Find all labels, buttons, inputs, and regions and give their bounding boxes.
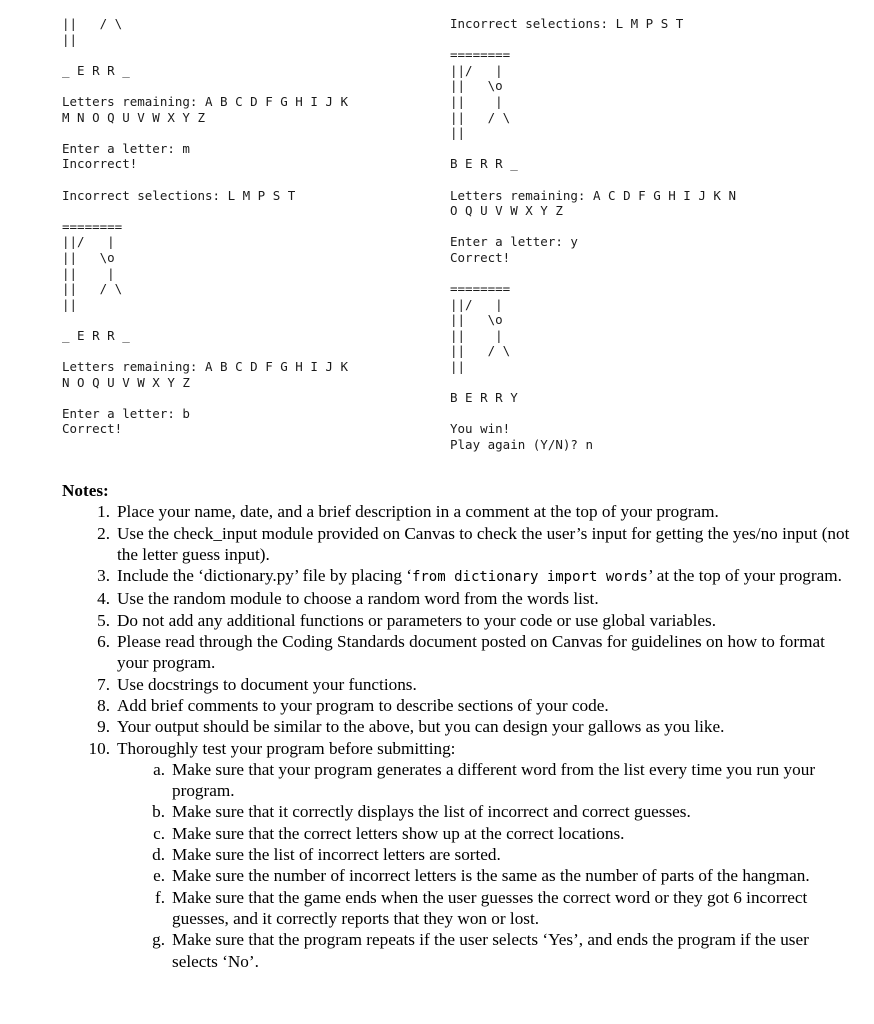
sub-item (117, 801, 852, 822)
console-line: ======== (450, 281, 511, 297)
notes-title: Notes: (62, 481, 109, 500)
note-number: 2. (97, 523, 110, 543)
note-item (62, 610, 852, 631)
note-item (62, 674, 852, 695)
console-line: M N O Q U V W X Y Z (62, 109, 205, 125)
console-line: || (62, 31, 78, 47)
console-line: Incorrect selections: L M P S T (450, 16, 684, 31)
console-line: Incorrect selections: L M P S T (62, 187, 296, 203)
console-line: || / \ (450, 109, 511, 125)
console-line: || | (450, 327, 503, 343)
note-number: 5. (97, 610, 110, 630)
note-number: 1. (97, 502, 110, 522)
console-line: Letters remaining: A C D F G H I J K N (450, 187, 736, 203)
console-line: Enter a letter: b (62, 405, 190, 421)
note-text: Use the random module to choose a random word from the words list. (117, 589, 599, 609)
console-line: || \o (62, 249, 115, 265)
console-line: || / \ (450, 343, 511, 359)
note-text: Use the check_input module provided on Canvas to check the user’s input for getting the yes/no input (not the letter guess input). (117, 523, 850, 564)
sub-item-text: Make sure the number of incorrect letters is the same as the number of parts of the hangman. (172, 866, 810, 886)
note-item (62, 695, 852, 716)
console-line: Incorrect! (62, 156, 138, 172)
console-line: ||/ | (62, 234, 115, 250)
note-item (62, 588, 852, 609)
note-number: 10. (88, 738, 110, 758)
console-line: || \o (450, 78, 503, 94)
console-output-left (62, 16, 348, 437)
console-line (62, 78, 348, 94)
console-line: ||/ | (450, 62, 503, 78)
note-item (62, 565, 852, 588)
note-item (62, 631, 852, 674)
console-output-right (450, 16, 736, 453)
console-line (450, 266, 736, 282)
notes-section (62, 480, 852, 972)
console-line (62, 343, 348, 359)
sub-item (117, 887, 852, 930)
note-number: 3. (97, 566, 110, 586)
console-line: N O Q U V W X Y Z (62, 374, 190, 390)
note-number: 7. (97, 674, 110, 694)
console-line: || / \ (62, 16, 123, 31)
sub-item (117, 929, 852, 972)
note-number: 8. (97, 695, 110, 715)
note-item (62, 716, 852, 737)
note-item (62, 523, 852, 566)
note-number: 6. (97, 632, 110, 652)
console-line (62, 172, 348, 188)
console-line: _ E R R _ (62, 62, 130, 78)
code-snippet: from dictionary import words (411, 569, 648, 586)
console-line (62, 203, 348, 219)
sub-item-text: Make sure the list of incorrect letters are sorted. (172, 845, 501, 865)
note-text-post: ’ at the top of your program. (647, 566, 842, 586)
sub-item-letter: f. (154, 887, 165, 907)
console-line: || (450, 359, 466, 375)
note-text: Please read through the Coding Standards document posted on Canvas for guidelines on how to format your program. (117, 632, 825, 673)
console-line (450, 375, 736, 391)
sub-item-letter: e. (153, 866, 165, 886)
note-text: Add brief comments to your program to describe sections of your code. (117, 695, 609, 715)
console-line: B E R R _ (450, 156, 518, 172)
console-line: O Q U V W X Y Z (450, 203, 563, 219)
console-line: You win! (450, 421, 511, 437)
sub-item-text: Make sure that the game ends when the user guesses the correct word or they got 6 incorrect guesses, and it correctly reports that they won or lost. (172, 887, 808, 928)
note-item (62, 501, 852, 522)
console-line: || | (450, 93, 503, 109)
sub-item-letter: g. (152, 930, 165, 950)
note-text: Your output should be similar to the above, but you can design your gallows as you like. (117, 717, 725, 737)
console-line (450, 141, 736, 157)
note-number: 9. (97, 717, 110, 737)
console-line: Enter a letter: m (62, 140, 190, 156)
console-line: _ E R R _ (62, 327, 130, 343)
console-line: Letters remaining: A B C D F G H I J K (62, 93, 348, 109)
note-text: Use docstrings to document your functions. (117, 674, 417, 694)
sub-item-letter: a. (153, 759, 165, 779)
console-line (62, 312, 348, 328)
note-item (62, 738, 852, 972)
note-text-pre: Include the ‘dictionary.py’ file by placing ‘ (117, 566, 412, 586)
sub-item-letter: c. (153, 823, 165, 843)
console-line (62, 125, 348, 141)
notes-list (62, 501, 852, 972)
console-line: B E R R Y (450, 390, 518, 406)
console-line: || / \ (62, 281, 123, 297)
console-line: ||/ | (450, 296, 503, 312)
sub-item-text: Make sure that the program repeats if the user selects ‘Yes’, and ends the program if the user selects ‘No’. (172, 930, 809, 971)
console-line (450, 172, 736, 188)
sub-item-text: Make sure that your program generates a different word from the list every time you run your program. (172, 759, 816, 801)
note-text: Do not add any additional functions or parameters to your code or use global variables. (117, 610, 717, 630)
console-line: Correct! (62, 421, 123, 437)
console-line (62, 47, 348, 63)
sub-item (117, 844, 852, 865)
console-line (450, 32, 736, 48)
console-line: Correct! (450, 249, 511, 265)
sub-item-text: Make sure that it correctly displays the list of incorrect and correct guesses. (172, 802, 691, 822)
console-line (62, 390, 348, 406)
console-line: || \o (450, 312, 503, 328)
note-number: 4. (97, 589, 110, 609)
console-line (450, 406, 736, 422)
sub-item (117, 759, 852, 802)
sub-item-text: Make sure that the correct letters show up at the correct locations. (172, 823, 625, 843)
sub-item (117, 865, 852, 886)
console-line: || (450, 125, 466, 141)
note-text: Place your name, date, and a brief description in a comment at the top of your program. (117, 502, 719, 522)
sub-item (117, 823, 852, 844)
console-line: ======== (450, 47, 511, 63)
console-line: ======== (62, 218, 123, 234)
console-line: || | (62, 265, 115, 281)
console-line (450, 219, 736, 235)
console-line: Enter a letter: y (450, 234, 578, 250)
sub-item-letter: b. (152, 802, 165, 822)
sub-item-letter: d. (152, 845, 165, 865)
console-line: || (62, 296, 78, 312)
console-line: Play again (Y/N)? n (450, 437, 593, 453)
testing-sublist (117, 759, 852, 972)
console-line: Letters remaining: A B C D F G H I J K (62, 359, 348, 375)
note-text: Thoroughly test your program before submitting: (117, 738, 456, 758)
